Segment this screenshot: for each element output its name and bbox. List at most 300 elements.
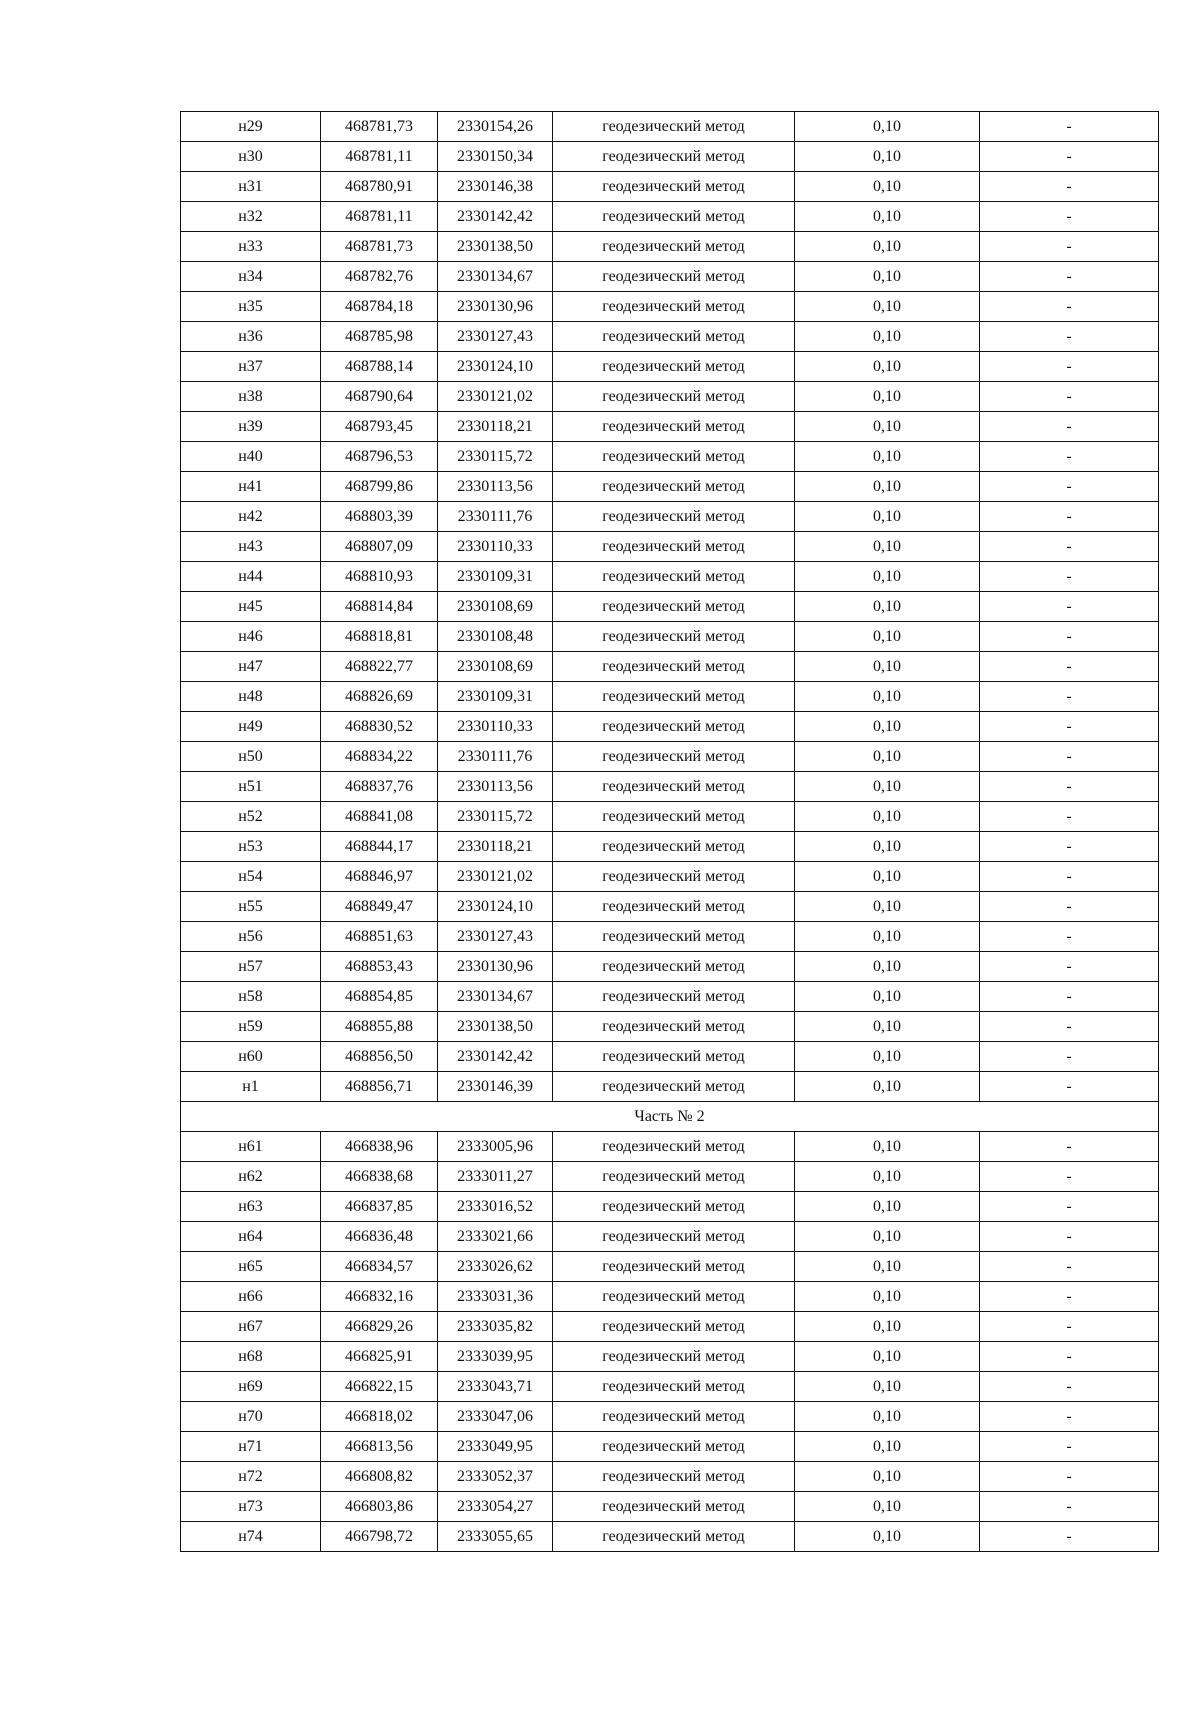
method-cell: геодезический метод: [553, 862, 795, 892]
error-cell: 0,10: [795, 1462, 980, 1492]
point-id-cell: н72: [181, 1462, 321, 1492]
y-coordinate-cell: 2330113,56: [438, 772, 553, 802]
description-cell: -: [980, 712, 1159, 742]
table-row: [181, 682, 1159, 712]
y-coordinate-cell: 2333039,95: [438, 1342, 553, 1372]
x-coordinate-cell: 468788,14: [321, 352, 438, 382]
x-coordinate-cell: 468844,17: [321, 832, 438, 862]
error-cell: 0,10: [795, 382, 980, 412]
x-coordinate-cell: 466832,16: [321, 1282, 438, 1312]
point-id-cell: н42: [181, 502, 321, 532]
point-id-cell: н53: [181, 832, 321, 862]
point-id-cell: н36: [181, 322, 321, 352]
method-cell: геодезический метод: [553, 1012, 795, 1042]
table-row: [181, 1132, 1159, 1162]
error-cell: 0,10: [795, 922, 980, 952]
description-cell: -: [980, 1462, 1159, 1492]
table-row: [181, 382, 1159, 412]
table-row: [181, 1072, 1159, 1102]
error-cell: 0,10: [795, 1252, 980, 1282]
table-row: [181, 1192, 1159, 1222]
point-id-cell: н33: [181, 232, 321, 262]
point-id-cell: н64: [181, 1222, 321, 1252]
description-cell: -: [980, 772, 1159, 802]
table-row: [181, 712, 1159, 742]
error-cell: 0,10: [795, 1312, 980, 1342]
table-row: [181, 772, 1159, 802]
table-row: [181, 202, 1159, 232]
table-row: [181, 1282, 1159, 1312]
y-coordinate-cell: 2330113,56: [438, 472, 553, 502]
method-cell: геодезический метод: [553, 262, 795, 292]
y-coordinate-cell: 2330121,02: [438, 382, 553, 412]
point-id-cell: н55: [181, 892, 321, 922]
y-coordinate-cell: 2330127,43: [438, 922, 553, 952]
description-cell: -: [980, 292, 1159, 322]
point-id-cell: н58: [181, 982, 321, 1012]
description-cell: -: [980, 532, 1159, 562]
point-id-cell: н34: [181, 262, 321, 292]
method-cell: геодезический метод: [553, 322, 795, 352]
x-coordinate-cell: 466808,82: [321, 1462, 438, 1492]
point-id-cell: н43: [181, 532, 321, 562]
y-coordinate-cell: 2333043,71: [438, 1372, 553, 1402]
y-coordinate-cell: 2333016,52: [438, 1192, 553, 1222]
method-cell: геодезический метод: [553, 562, 795, 592]
y-coordinate-cell: 2330142,42: [438, 1042, 553, 1072]
y-coordinate-cell: 2330118,21: [438, 412, 553, 442]
point-id-cell: н66: [181, 1282, 321, 1312]
x-coordinate-cell: 468856,50: [321, 1042, 438, 1072]
y-coordinate-cell: 2330109,31: [438, 682, 553, 712]
method-cell: геодезический метод: [553, 1072, 795, 1102]
error-cell: 0,10: [795, 652, 980, 682]
y-coordinate-cell: 2330127,43: [438, 322, 553, 352]
point-id-cell: н31: [181, 172, 321, 202]
table-row: [181, 442, 1159, 472]
point-id-cell: н71: [181, 1432, 321, 1462]
y-coordinate-cell: 2333054,27: [438, 1492, 553, 1522]
point-id-cell: н40: [181, 442, 321, 472]
y-coordinate-cell: 2330138,50: [438, 1012, 553, 1042]
table-row: [181, 1222, 1159, 1252]
description-cell: -: [980, 862, 1159, 892]
x-coordinate-cell: 466834,57: [321, 1252, 438, 1282]
y-coordinate-cell: 2333035,82: [438, 1312, 553, 1342]
error-cell: 0,10: [795, 442, 980, 472]
description-cell: -: [980, 262, 1159, 292]
description-cell: -: [980, 1012, 1159, 1042]
x-coordinate-cell: 466836,48: [321, 1222, 438, 1252]
method-cell: геодезический метод: [553, 1282, 795, 1312]
description-cell: -: [980, 1222, 1159, 1252]
y-coordinate-cell: 2330154,26: [438, 112, 553, 142]
method-cell: геодезический метод: [553, 202, 795, 232]
table-row: [181, 322, 1159, 352]
table-row: [181, 832, 1159, 862]
method-cell: геодезический метод: [553, 952, 795, 982]
table-body-part-1: [181, 112, 1159, 1102]
table-row: [181, 1492, 1159, 1522]
point-id-cell: н46: [181, 622, 321, 652]
table-row: [181, 922, 1159, 952]
description-cell: -: [980, 832, 1159, 862]
y-coordinate-cell: 2330124,10: [438, 892, 553, 922]
table-row: [181, 1342, 1159, 1372]
point-id-cell: н65: [181, 1252, 321, 1282]
method-cell: геодезический метод: [553, 1042, 795, 1072]
method-cell: геодезический метод: [553, 1162, 795, 1192]
point-id-cell: н38: [181, 382, 321, 412]
error-cell: 0,10: [795, 1492, 980, 1522]
method-cell: геодезический метод: [553, 412, 795, 442]
y-coordinate-cell: 2330146,38: [438, 172, 553, 202]
method-cell: геодезический метод: [553, 682, 795, 712]
method-cell: геодезический метод: [553, 292, 795, 322]
error-cell: 0,10: [795, 1282, 980, 1312]
error-cell: 0,10: [795, 262, 980, 292]
description-cell: -: [980, 1522, 1159, 1552]
x-coordinate-cell: 466818,02: [321, 1402, 438, 1432]
coordinates-table: [180, 111, 1159, 1552]
x-coordinate-cell: 468849,47: [321, 892, 438, 922]
x-coordinate-cell: 466813,56: [321, 1432, 438, 1462]
description-cell: -: [980, 982, 1159, 1012]
point-id-cell: н56: [181, 922, 321, 952]
description-cell: -: [980, 112, 1159, 142]
x-coordinate-cell: 468781,73: [321, 112, 438, 142]
x-coordinate-cell: 466838,68: [321, 1162, 438, 1192]
y-coordinate-cell: 2330124,10: [438, 352, 553, 382]
method-cell: геодезический метод: [553, 742, 795, 772]
error-cell: 0,10: [795, 472, 980, 502]
y-coordinate-cell: 2330111,76: [438, 742, 553, 772]
error-cell: 0,10: [795, 682, 980, 712]
point-id-cell: н35: [181, 292, 321, 322]
table-row: [181, 292, 1159, 322]
method-cell: геодезический метод: [553, 922, 795, 952]
description-cell: -: [980, 592, 1159, 622]
table-row: [181, 652, 1159, 682]
point-id-cell: н47: [181, 652, 321, 682]
x-coordinate-cell: 468785,98: [321, 322, 438, 352]
table-row: [181, 622, 1159, 652]
point-id-cell: н60: [181, 1042, 321, 1072]
point-id-cell: н50: [181, 742, 321, 772]
method-cell: геодезический метод: [553, 1402, 795, 1432]
x-coordinate-cell: 468790,64: [321, 382, 438, 412]
error-cell: 0,10: [795, 982, 980, 1012]
method-cell: геодезический метод: [553, 652, 795, 682]
error-cell: 0,10: [795, 1522, 980, 1552]
error-cell: 0,10: [795, 202, 980, 232]
table-row: [181, 1372, 1159, 1402]
error-cell: 0,10: [795, 832, 980, 862]
x-coordinate-cell: 468851,63: [321, 922, 438, 952]
x-coordinate-cell: 468781,73: [321, 232, 438, 262]
y-coordinate-cell: 2330115,72: [438, 442, 553, 472]
x-coordinate-cell: 466837,85: [321, 1192, 438, 1222]
description-cell: -: [980, 802, 1159, 832]
method-cell: геодезический метод: [553, 112, 795, 142]
x-coordinate-cell: 468853,43: [321, 952, 438, 982]
x-coordinate-cell: 468826,69: [321, 682, 438, 712]
error-cell: 0,10: [795, 1402, 980, 1432]
error-cell: 0,10: [795, 1192, 980, 1222]
method-cell: геодезический метод: [553, 442, 795, 472]
y-coordinate-cell: 2330150,34: [438, 142, 553, 172]
point-id-cell: н61: [181, 1132, 321, 1162]
table-row: [181, 502, 1159, 532]
description-cell: -: [980, 1282, 1159, 1312]
method-cell: геодезический метод: [553, 772, 795, 802]
error-cell: 0,10: [795, 892, 980, 922]
point-id-cell: н51: [181, 772, 321, 802]
table-row: [181, 562, 1159, 592]
table-row: [181, 112, 1159, 142]
method-cell: геодезический метод: [553, 1312, 795, 1342]
error-cell: 0,10: [795, 232, 980, 262]
description-cell: -: [980, 562, 1159, 592]
x-coordinate-cell: 468803,39: [321, 502, 438, 532]
x-coordinate-cell: 466798,72: [321, 1522, 438, 1552]
description-cell: -: [980, 172, 1159, 202]
y-coordinate-cell: 2333031,36: [438, 1282, 553, 1312]
table-row: [181, 1012, 1159, 1042]
error-cell: 0,10: [795, 1042, 980, 1072]
y-coordinate-cell: 2330142,42: [438, 202, 553, 232]
description-cell: -: [980, 412, 1159, 442]
table-row: [181, 862, 1159, 892]
description-cell: -: [980, 922, 1159, 952]
description-cell: -: [980, 1492, 1159, 1522]
description-cell: -: [980, 202, 1159, 232]
table-row: [181, 592, 1159, 622]
y-coordinate-cell: 2330146,39: [438, 1072, 553, 1102]
y-coordinate-cell: 2330130,96: [438, 292, 553, 322]
point-id-cell: н67: [181, 1312, 321, 1342]
table-row: [181, 802, 1159, 832]
error-cell: 0,10: [795, 742, 980, 772]
y-coordinate-cell: 2333005,96: [438, 1132, 553, 1162]
description-cell: -: [980, 892, 1159, 922]
y-coordinate-cell: 2330134,67: [438, 262, 553, 292]
table-row: [181, 232, 1159, 262]
method-cell: геодезический метод: [553, 232, 795, 262]
x-coordinate-cell: 466825,91: [321, 1342, 438, 1372]
table-row: [181, 1432, 1159, 1462]
table-row: [181, 1252, 1159, 1282]
description-cell: -: [980, 502, 1159, 532]
method-cell: геодезический метод: [553, 712, 795, 742]
x-coordinate-cell: 468822,77: [321, 652, 438, 682]
table-row: [181, 952, 1159, 982]
table-row: [181, 142, 1159, 172]
method-cell: геодезический метод: [553, 172, 795, 202]
point-id-cell: н41: [181, 472, 321, 502]
description-cell: -: [980, 622, 1159, 652]
y-coordinate-cell: 2330111,76: [438, 502, 553, 532]
table-row: [181, 472, 1159, 502]
method-cell: геодезический метод: [553, 622, 795, 652]
x-coordinate-cell: 468799,86: [321, 472, 438, 502]
point-id-cell: н30: [181, 142, 321, 172]
point-id-cell: н68: [181, 1342, 321, 1372]
description-cell: -: [980, 652, 1159, 682]
table-row: [181, 1462, 1159, 1492]
error-cell: 0,10: [795, 712, 980, 742]
method-cell: геодезический метод: [553, 802, 795, 832]
description-cell: -: [980, 232, 1159, 262]
point-id-cell: н70: [181, 1402, 321, 1432]
x-coordinate-cell: 466838,96: [321, 1132, 438, 1162]
x-coordinate-cell: 468854,85: [321, 982, 438, 1012]
point-id-cell: н57: [181, 952, 321, 982]
point-id-cell: н29: [181, 112, 321, 142]
x-coordinate-cell: 468807,09: [321, 532, 438, 562]
error-cell: 0,10: [795, 172, 980, 202]
error-cell: 0,10: [795, 802, 980, 832]
method-cell: геодезический метод: [553, 1372, 795, 1402]
error-cell: 0,10: [795, 1222, 980, 1252]
table-row: [181, 1402, 1159, 1432]
description-cell: -: [980, 1042, 1159, 1072]
method-cell: геодезический метод: [553, 1462, 795, 1492]
table-row: [181, 1162, 1159, 1192]
method-cell: геодезический метод: [553, 1252, 795, 1282]
section-title: Часть № 2: [181, 1102, 1159, 1132]
method-cell: геодезический метод: [553, 1342, 795, 1372]
table-row: [181, 892, 1159, 922]
error-cell: 0,10: [795, 1372, 980, 1402]
point-id-cell: н1: [181, 1072, 321, 1102]
point-id-cell: н73: [181, 1492, 321, 1522]
description-cell: -: [980, 1132, 1159, 1162]
y-coordinate-cell: 2333052,37: [438, 1462, 553, 1492]
description-cell: -: [980, 472, 1159, 502]
description-cell: -: [980, 1402, 1159, 1432]
x-coordinate-cell: 468856,71: [321, 1072, 438, 1102]
table-row: [181, 262, 1159, 292]
description-cell: -: [980, 1372, 1159, 1402]
description-cell: -: [980, 382, 1159, 412]
y-coordinate-cell: 2333047,06: [438, 1402, 553, 1432]
error-cell: 0,10: [795, 352, 980, 382]
method-cell: геодезический метод: [553, 502, 795, 532]
x-coordinate-cell: 468830,52: [321, 712, 438, 742]
point-id-cell: н52: [181, 802, 321, 832]
x-coordinate-cell: 468780,91: [321, 172, 438, 202]
y-coordinate-cell: 2330121,02: [438, 862, 553, 892]
x-coordinate-cell: 468818,81: [321, 622, 438, 652]
method-cell: геодезический метод: [553, 892, 795, 922]
table-row: [181, 982, 1159, 1012]
method-cell: геодезический метод: [553, 1192, 795, 1222]
method-cell: геодезический метод: [553, 832, 795, 862]
y-coordinate-cell: 2330134,67: [438, 982, 553, 1012]
x-coordinate-cell: 466822,15: [321, 1372, 438, 1402]
error-cell: 0,10: [795, 952, 980, 982]
description-cell: -: [980, 142, 1159, 172]
y-coordinate-cell: 2330118,21: [438, 832, 553, 862]
description-cell: -: [980, 1162, 1159, 1192]
section-row: [181, 1102, 1159, 1132]
x-coordinate-cell: 468796,53: [321, 442, 438, 472]
point-id-cell: н39: [181, 412, 321, 442]
description-cell: -: [980, 1432, 1159, 1462]
error-cell: 0,10: [795, 412, 980, 442]
table-row: [181, 1312, 1159, 1342]
description-cell: -: [980, 682, 1159, 712]
point-id-cell: н54: [181, 862, 321, 892]
point-id-cell: н32: [181, 202, 321, 232]
description-cell: -: [980, 442, 1159, 472]
error-cell: 0,10: [795, 1072, 980, 1102]
point-id-cell: н74: [181, 1522, 321, 1552]
error-cell: 0,10: [795, 1162, 980, 1192]
x-coordinate-cell: 468810,93: [321, 562, 438, 592]
x-coordinate-cell: 468841,08: [321, 802, 438, 832]
description-cell: -: [980, 1072, 1159, 1102]
method-cell: геодезический метод: [553, 382, 795, 412]
y-coordinate-cell: 2333055,65: [438, 1522, 553, 1552]
error-cell: 0,10: [795, 622, 980, 652]
point-id-cell: н49: [181, 712, 321, 742]
method-cell: геодезический метод: [553, 982, 795, 1012]
y-coordinate-cell: 2330130,96: [438, 952, 553, 982]
point-id-cell: н48: [181, 682, 321, 712]
error-cell: 0,10: [795, 562, 980, 592]
table-row: [181, 172, 1159, 202]
x-coordinate-cell: 468793,45: [321, 412, 438, 442]
error-cell: 0,10: [795, 1132, 980, 1162]
point-id-cell: н37: [181, 352, 321, 382]
x-coordinate-cell: 468834,22: [321, 742, 438, 772]
x-coordinate-cell: 466829,26: [321, 1312, 438, 1342]
error-cell: 0,10: [795, 142, 980, 172]
method-cell: геодезический метод: [553, 1222, 795, 1252]
table-row: [181, 1042, 1159, 1072]
x-coordinate-cell: 468782,76: [321, 262, 438, 292]
error-cell: 0,10: [795, 862, 980, 892]
method-cell: геодезический метод: [553, 1132, 795, 1162]
method-cell: геодезический метод: [553, 592, 795, 622]
method-cell: геодезический метод: [553, 352, 795, 382]
error-cell: 0,10: [795, 1012, 980, 1042]
point-id-cell: н63: [181, 1192, 321, 1222]
x-coordinate-cell: 468781,11: [321, 202, 438, 232]
description-cell: -: [980, 1252, 1159, 1282]
y-coordinate-cell: 2330110,33: [438, 532, 553, 562]
x-coordinate-cell: 468814,84: [321, 592, 438, 622]
error-cell: 0,10: [795, 292, 980, 322]
y-coordinate-cell: 2330108,69: [438, 652, 553, 682]
error-cell: 0,10: [795, 592, 980, 622]
y-coordinate-cell: 2330115,72: [438, 802, 553, 832]
error-cell: 0,10: [795, 532, 980, 562]
method-cell: геодезический метод: [553, 1492, 795, 1522]
description-cell: -: [980, 1342, 1159, 1372]
method-cell: геодезический метод: [553, 532, 795, 562]
error-cell: 0,10: [795, 772, 980, 802]
description-cell: -: [980, 952, 1159, 982]
y-coordinate-cell: 2330109,31: [438, 562, 553, 592]
y-coordinate-cell: 2333021,66: [438, 1222, 553, 1252]
y-coordinate-cell: 2330110,33: [438, 712, 553, 742]
y-coordinate-cell: 2330138,50: [438, 232, 553, 262]
x-coordinate-cell: 468781,11: [321, 142, 438, 172]
method-cell: геодезический метод: [553, 142, 795, 172]
